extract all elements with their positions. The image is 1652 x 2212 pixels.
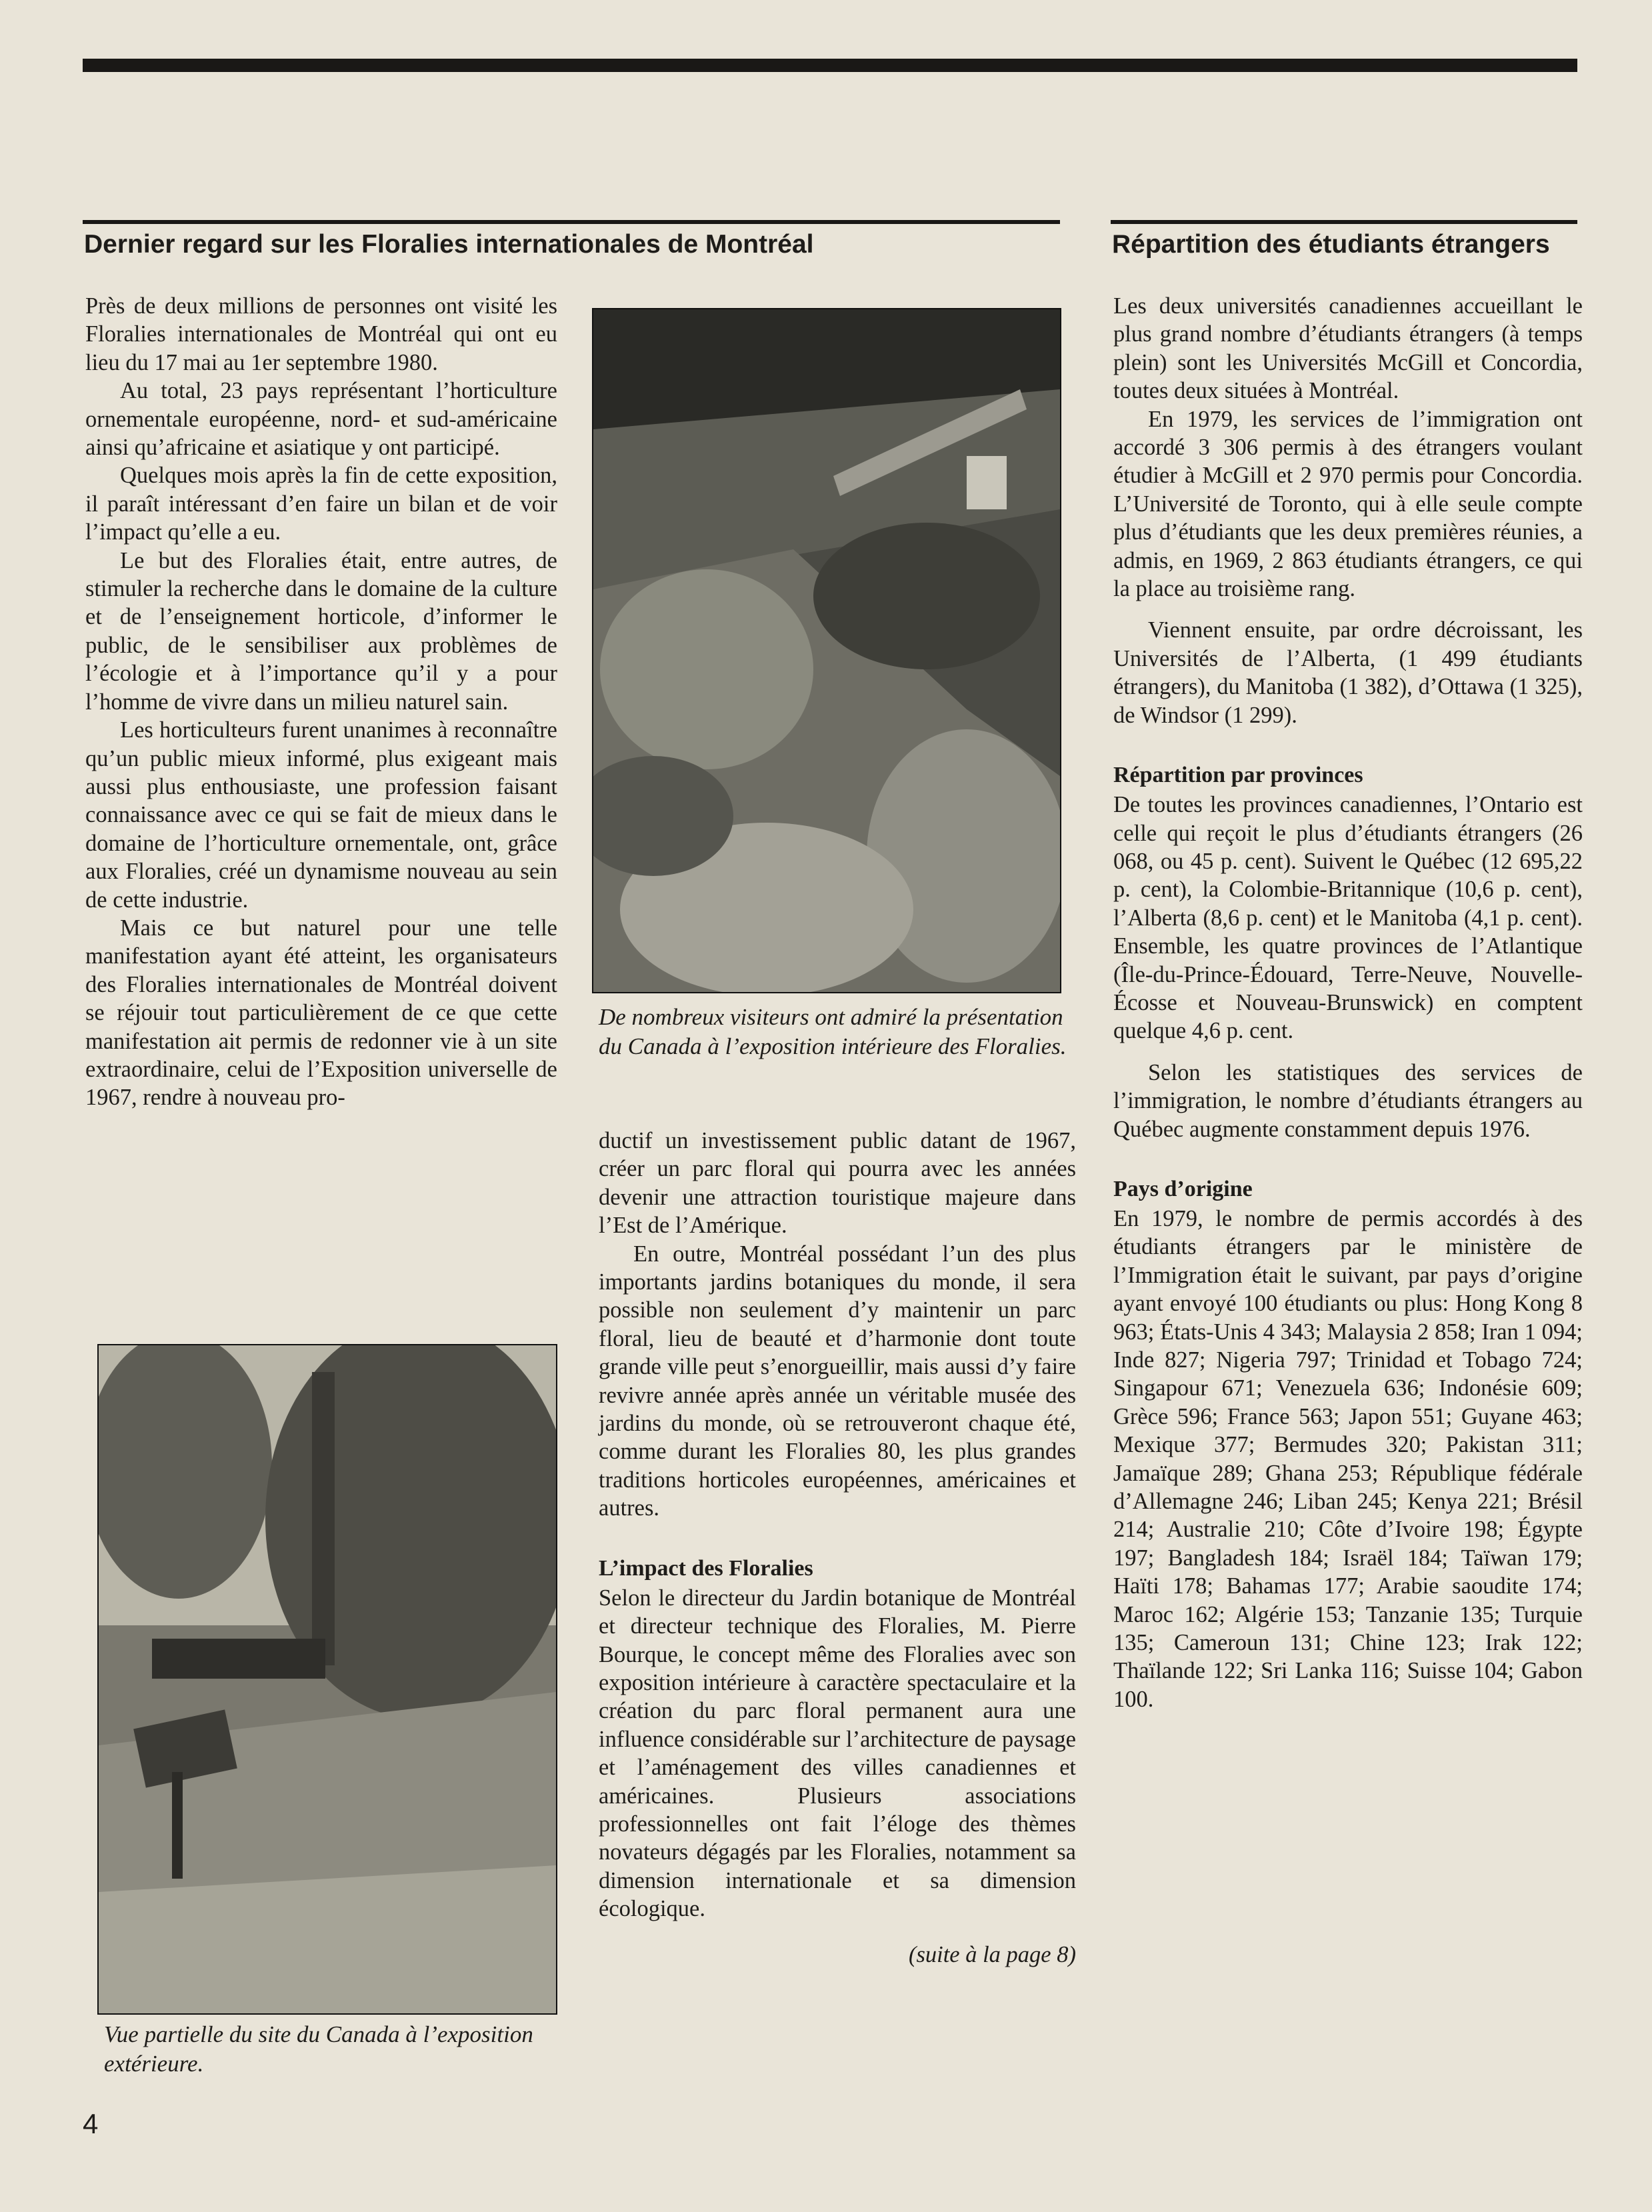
right-headline-rule (1111, 220, 1577, 224)
page-number: 4 (83, 2108, 99, 2139)
paragraph: Près de deux millions de personnes ont visité les Floralies internationales de Montréal qui ont eu lieu du 17 mai au 1er septembre 1980. (85, 293, 557, 375)
paragraph: Au total, 23 pays représentant l’horticulture ornementale européenne, nord- et sud-américaine ainsi qu’africaine et asiatique y ont participé. (85, 378, 557, 461)
photo-indoor-exhibition-image (593, 309, 1060, 992)
left-column-2 (599, 1127, 1076, 1969)
paragraph: De toutes les provinces canadiennes, l’Ontario est celle qui reçoit le plus d’étudiants étrangers (26 068, ou 45 p. cent). Suivent le Québec (12 695,22 p. cent), la Colombie-Britannique (10,6 p. cent), l’Alberta (8,6 p. cent) et le Manitoba (4,1 p. cent). Ensemble, les quatre provinces de l’Atlantique (Île-du-Prince-Édouard, Terre-Neuve, Nouvelle-Écosse et Nouveau-Brunswick) en comptent quelque 4,6 p. cent. (1113, 792, 1583, 1044)
paragraph: ductif un investissement public datant de 1967, créer un parc floral qui pourra avec les années devenir une attraction touristique majeure dans l’Est de l’Amérique. (599, 1128, 1076, 1239)
paragraph: En 1979, les services de l’immigration ont accordé 3 306 permis à des étrangers voulant étudier à McGill et 2 970 permis pour Concordia. L’Université de Toronto, qui à elle seule compte plus d’étudiants que les deux premières réunies, a admis, en 1969, 2 863 étudiants étrangers, ce qui la place au troisième rang. (1113, 406, 1583, 602)
right-article-headline: Répartition des étudiants étrangers (1112, 230, 1550, 259)
paragraph: Le but des Floralies était, entre autres, de stimuler la recherche dans le domaine de la culture et de l’enseignement horticole, d’informer le public, de le sensibiliser aux problèmes de l’écologie et à l’importance qu’il y a pour l’homme de vivre dans un milieu naturel sain. (85, 547, 557, 715)
top-rule-bar (83, 59, 1577, 72)
photo-outdoor-site (97, 1344, 557, 2015)
paragraph: Les deux universités canadiennes accueillant le plus grand nombre d’étudiants étrangers (à temps plein) sont les Universités McGill et Concordia, toutes deux situées à Montréal. (1113, 293, 1583, 404)
left-article-headline: Dernier regard sur les Floralies internationales de Montréal (84, 230, 814, 259)
right-column (1113, 292, 1583, 1713)
paragraph: Selon les statistiques des services de l’immigration, le nombre d’étudiants étrangers au Québec augmente constamment depuis 1976. (1113, 1059, 1583, 1142)
paragraph: En 1979, le nombre de permis accordés à des étudiants étrangers par le ministère de l’Immigration était le suivant, par pays d’origine ayant envoyé 100 étudiants ou plus: Hong Kong 8 963; États-Unis 4 343; Malaysia 2 858; Iran 1 094; Inde 827; Nigeria 797; Trinidad et Tobago 724; Singapour 671; Venezuela 636; Indonésie 609; Grèce 596; France 563; Japon 551; Guyane 463; Mexique 377; Bermudes 320; Pakistan 311; Jamaïque 289; Ghana 253; République fédérale d’Allemagne 246; Liban 245; Kenya 221; Brésil 214; Australie 210; Côte d’Ivoire 198; Égypte 197; Bangladesh 184; Israël 184; Taïwan 179; Haïti 178; Bahamas 177; Arabie saoudite 174; Maroc 162; Algérie 153; Tanzanie 135; Turquie 135; Cameroun 131; Chine 123; Irak 122; Thaïlande 122; Sri Lanka 116; Suisse 104; Gabon 100. (1113, 1205, 1583, 1712)
photo-indoor-caption: De nombreux visiteurs ont admiré la présentation du Canada à l’exposition intérieure des Floralies. (599, 1004, 1067, 1059)
paragraph: Mais ce but naturel pour une telle manifestation ayant été atteint, les organisateurs des Floralies internationales de Montréal doivent se réjouir tout particulièrement de ce que cette manifestation ait permis de redonner vie à un site extraordinaire, celui de l’Exposition universelle de 1967, rendre à nouveau pro- (85, 915, 557, 1111)
continued-notice: (suite à la page 8) (908, 1941, 1076, 1967)
photo-indoor-exhibition (592, 308, 1061, 993)
left-headline-rule (83, 220, 1060, 224)
paragraph: Viennent ensuite, par ordre décroissant, les Universités de l’Alberta, (1 499 étudiants étrangers), du Manitoba (1 382), d’Ottawa (1 325), de Windsor (1 299). (1113, 617, 1583, 728)
subhead-origin: Pays d’origine (1113, 1176, 1253, 1201)
paragraph: En outre, Montréal possédant l’un des plus importants jardins botaniques du monde, il sera possible non seulement d’y maintenir un parc floral, lieu de beauté et d’harmonie dont toute grande ville peut s’enorgueillir, mais aussi d’y faire revivre année après année un véritable musée des jardins du monde, où se retrouveront chaque été, comme durant les Floralies 80, les plus grandes traditions horticoles européennes, américaines et autres. (599, 1241, 1076, 1521)
paragraph: Selon le directeur du Jardin botanique de Montréal et directeur technique des Floralies, M. Pierre Bourque, le concept même des Floralies avec son exposition intérieure à caractère spectaculaire et la création du parc floral permanent aura une influence considérable sur l’architecture de paysage et l’aménagement des villes canadiennes et américaines. Plusieurs associations professionnelles ont fait l’éloge des thèmes novateurs dégagés par les Floralies, notamment sa dimension internationale et sa dimension écologique. (599, 1585, 1076, 1922)
left-column-1 (85, 292, 557, 1112)
paragraph: Quelques mois après la fin de cette exposition, il paraît intéressant d’en faire un bilan et de voir l’impact qu’elle a eu. (85, 463, 557, 545)
photo-outdoor-site-image (99, 1345, 556, 2013)
subhead-provinces: Répartition par provinces (1113, 763, 1363, 788)
subhead-impact: L’impact des Floralies (599, 1555, 813, 1581)
photo-outdoor-caption: Vue partielle du site du Canada à l’exposition extérieure. (104, 2021, 533, 2077)
paragraph: Les horticulteurs furent unanimes à reconnaître qu’un public mieux informé, plus exigeant mais aussi plus enthousiaste, une profession faisant connaissance avec ce qui se fait de mieux dans le domaine de l’horticulture ornementale, ont, grâce aux Floralies, créé un dynamisme nouveau au sein de cette industrie. (85, 717, 557, 913)
